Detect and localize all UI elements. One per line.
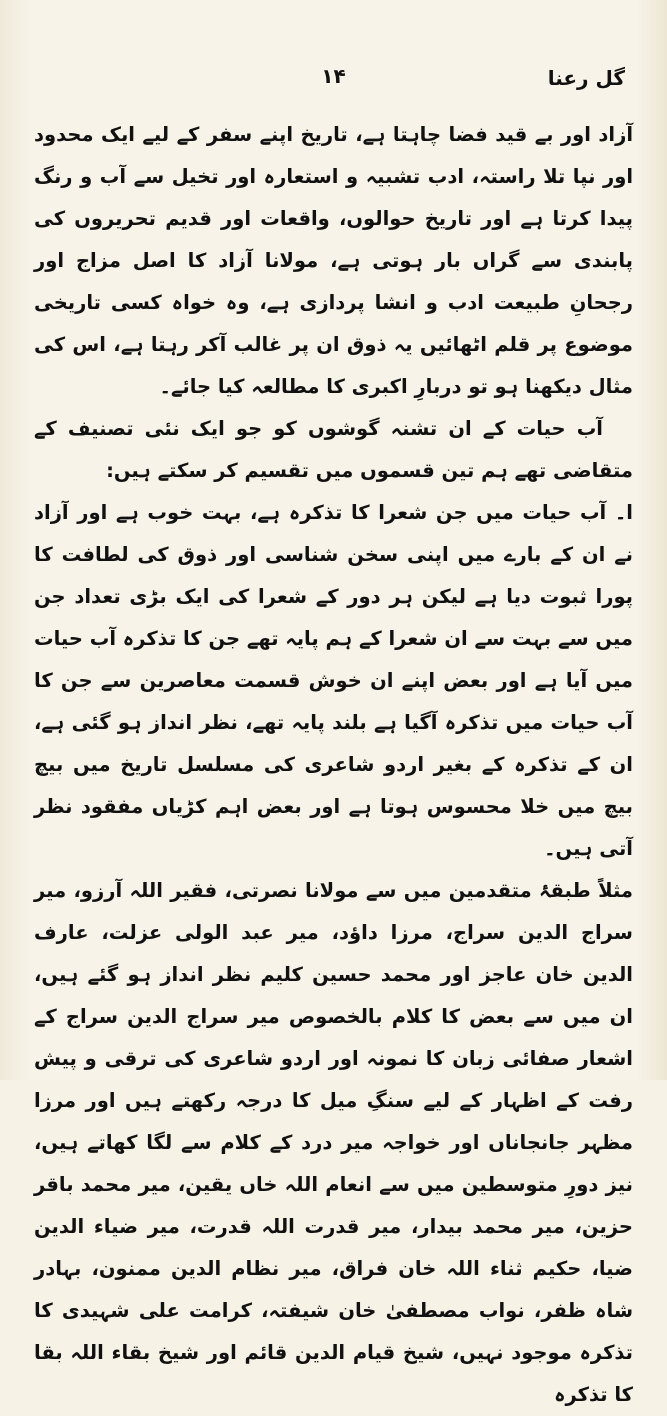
paragraph-ab-e-hayat-gaps: آب حیات کے ان تشنہ گوشوں کو جو ایک نئی تصنیف کے متقاضی تھے ہم تین قسموں میں تقسیم کر سکتے ہیں: xyxy=(34,417,633,482)
paragraph-ideas-continuation: آزاد اور بے قید فضا چاہتا ہے، تاریخ اپنے سفر کے لیے ایک محدود اور نپا تلا راستہ، ادب تشبیہ و استعارہ اور تخیل سے آب و رنگ پیدا کرتا ہے اور تاریخ حوالوں، واقعات اور قدیم تحریروں کی پابندی سے گراں بار ہوتی ہے، مولانا آزاد کا اصل مزاج اور رجحانِ طبیعت ادب و انشا پردازی ہے، وہ خواہ کسی تاریخی موضوع پر قلم اٹھائیں یہ ذوق ان پر غالب آکر رہتا ہے، اس کی مثال دیکھنا ہو تو دربارِ اکبری کا مطالعہ کیا جائے۔ xyxy=(34,123,633,398)
page-body xyxy=(34,114,633,1416)
page-header xyxy=(34,60,633,114)
running-book-title: گل رعنا xyxy=(547,66,625,90)
page-number: ۱۴ xyxy=(321,64,346,88)
paragraph-point-one: ا۔ آب حیات میں جن شعرا کا تذکرہ ہے، بہت خوب ہے اور آزاد نے ان کے بارے میں اپنی سخن شناسی اور ذوق کی لطافت کا پورا ثبوت دیا ہے لیکن ہر دور کے شعرا کی ایک بڑی تعداد جن میں سے بہت سے ان شعرا کے ہم پایہ تھے جن کا تذکرہ آب حیات میں آیا ہے اور بعض اپنے ان خوش قسمت معاصرین سے جن کا آب حیات میں تذکرہ آگیا ہے بلند پایہ تھے، نظر انداز ہو گئی ہے، ان کے تذکرہ کے بغیر اردو شاعری کی مسلسل تاریخ میں بیچ بیچ میں خلا محسوس ہوتا ہے اور بعض اہم کڑیاں مفقود نظر آتی ہیں۔ xyxy=(34,501,633,860)
paragraph-omitted-poets: مثلاً طبقۂ متقدمین میں سے مولانا نصرتی، فقیر اللہ آرزو، میر سراج الدین سراج، مرزا داؤد، میر عبد الولی عزلت، عارف الدین خان عاجز اور محمد حسین کلیم نظر انداز ہو گئے ہیں، ان میں سے بعض کا کلام بالخصوص میر سراج الدین سراج کے اشعار صفائی زبان کا نمونہ اور اردو شاعری کی ترقی و پیش رفت کے اظہار کے لیے سنگِ میل کا درجہ رکھتے ہیں اور مرزا مظہر جانجاناں اور خواجہ میر درد کے کلام سے لگا کھاتے ہیں، نیز دورِ متوسطین میں سے انعام اللہ خاں یقین، میر محمد باقر حزین، میر محمد بیدار، میر قدرت اللہ قدرت، میر ضیاء الدین ضیا، حکیم ثناء اللہ خان فراق، میر نظام الدین ممنون، بہادر شاہ ظفر، نواب مصطفیٰ خان شیفتہ، کرامت علی شہیدی کا تذکرہ موجود نہیں، شیخ قیام الدین قائم اور شیخ بقاء اللہ بقا کا تذکرہ xyxy=(34,879,633,1406)
